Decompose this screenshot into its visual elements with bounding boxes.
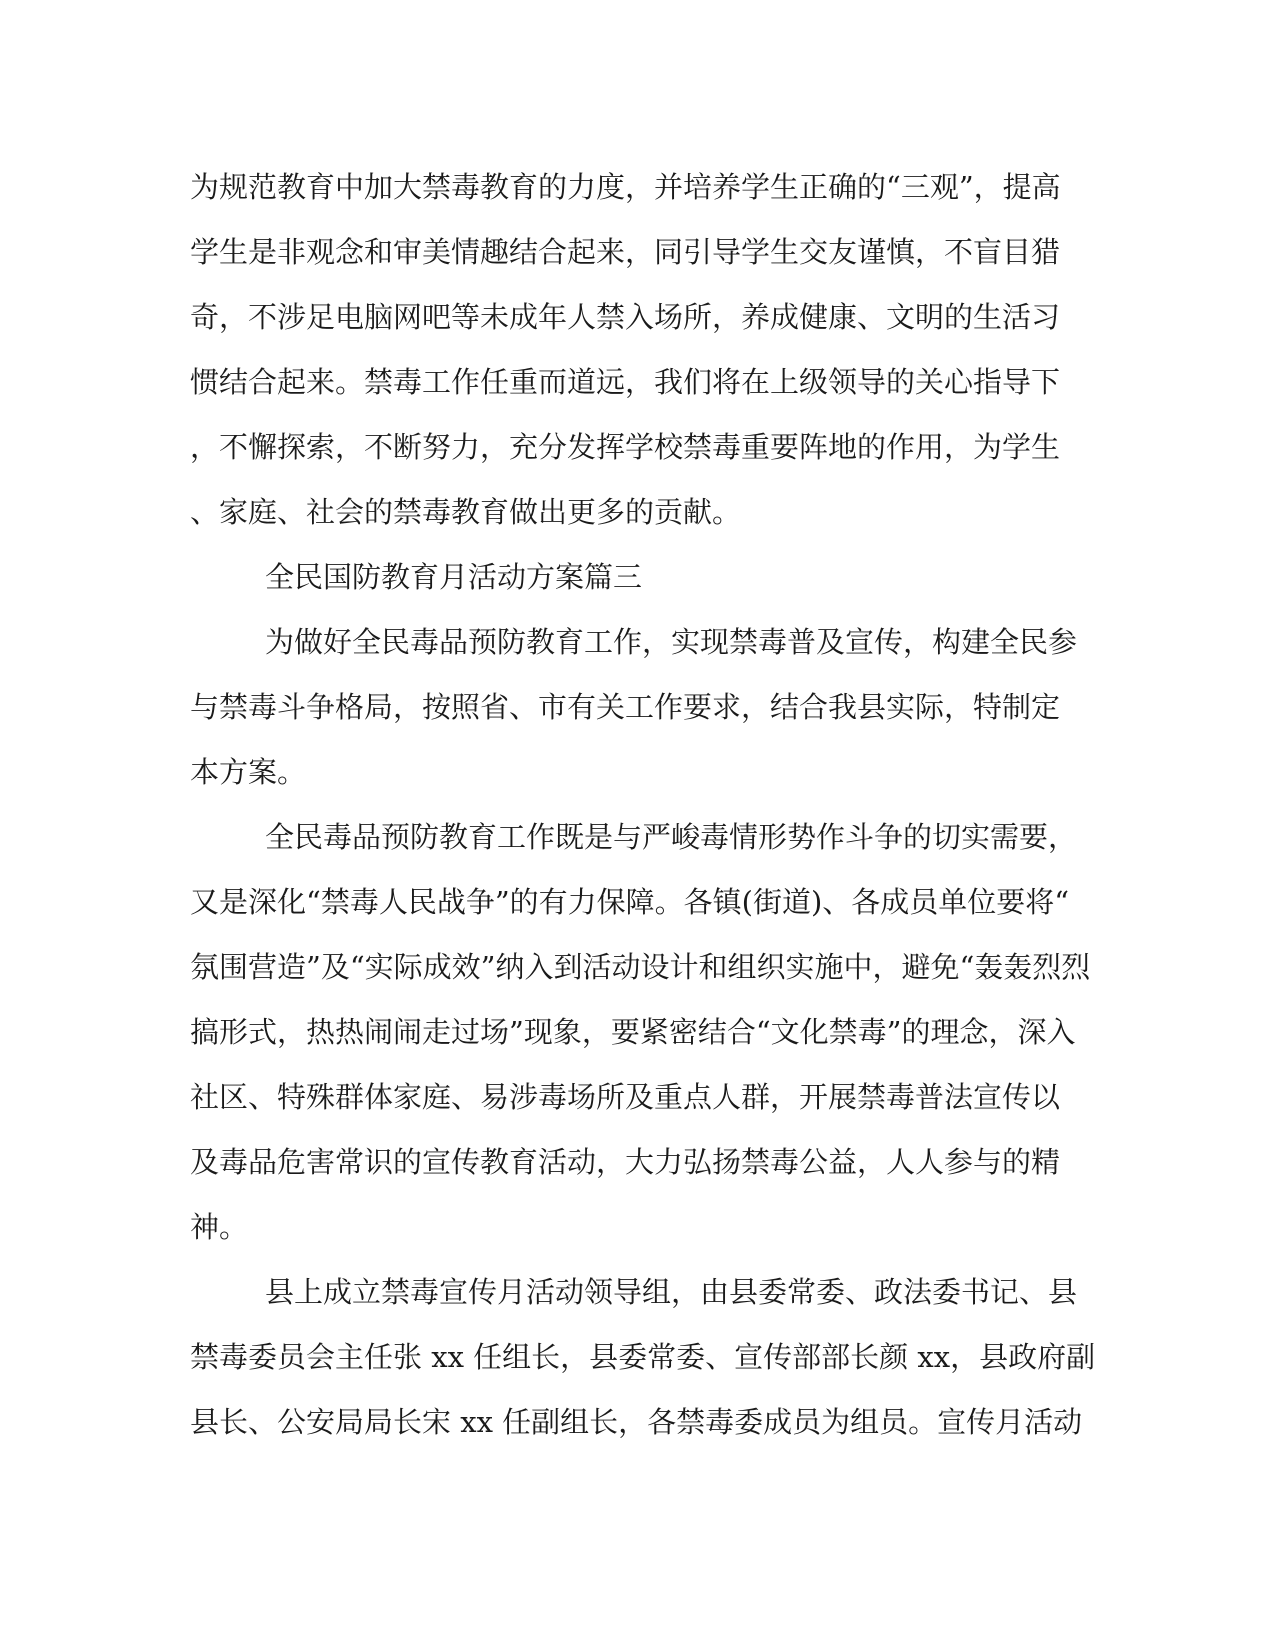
text-line: 禁毒委员会主任张 xx 任组长，县委常委、宣传部部长颜 xx，县政府副 [190, 1340, 1096, 1374]
text-line: 学生是非观念和审美情趣结合起来，同引导学生交友谨慎，不盲目猎 [190, 235, 1061, 269]
text-line: 与禁毒斗争格局，按照省、市有关工作要求，结合我县实际，特制定 [190, 690, 1061, 724]
text-line: 全民毒品预防教育工作既是与严峻毒情形势作斗争的切实需要， [265, 820, 1078, 854]
body-text [190, 155, 1096, 1455]
text-line: 社区、特殊群体家庭、易涉毒场所及重点人群，开展禁毒普法宣传以 [190, 1080, 1061, 1114]
text-line: 氛围营造”及“实际成效”纳入到活动设计和组织实施中，避免“轰轰烈烈 [190, 950, 1091, 984]
text-line: 又是深化“禁毒人民战争”的有力保障。各镇(街道)、各成员单位要将“ [190, 885, 1070, 919]
text-line: 、家庭、社会的禁毒教育做出更多的贡献。 [190, 495, 742, 529]
text-line: 搞形式，热热闹闹走过场”现象，要紧密结合“文化禁毒”的理念，深入 [190, 1015, 1076, 1049]
text-line: 为做好全民毒品预防教育工作，实现禁毒普及宣传，构建全民参 [265, 625, 1078, 659]
text-line: 神。 [190, 1210, 249, 1244]
section-heading: 全民国防教育月活动方案篇三 [265, 560, 643, 594]
text-line: ，不懈探索，不断努力，充分发挥学校禁毒重要阵地的作用，为学生 [190, 430, 1061, 464]
text-line: 县长、公安局局长宋 xx 任副组长，各禁毒委成员为组员。宣传月活动 [190, 1405, 1083, 1439]
text-line: 县上成立禁毒宣传月活动领导组，由县委常委、政法委书记、县 [265, 1275, 1078, 1309]
text-line: 惯结合起来。禁毒工作任重而道远，我们将在上级领导的关心指导下 [190, 365, 1061, 399]
text-line: 及毒品危害常识的宣传教育活动，大力弘扬禁毒公益，人人参与的精 [190, 1145, 1061, 1179]
text-line: 奇，不涉足电脑网吧等未成年人禁入场所，养成健康、文明的生活习 [190, 300, 1061, 334]
text-line: 为规范教育中加大禁毒教育的力度，并培养学生正确的“三观”，提高 [190, 170, 1061, 204]
text-line: 本方案。 [190, 755, 307, 789]
